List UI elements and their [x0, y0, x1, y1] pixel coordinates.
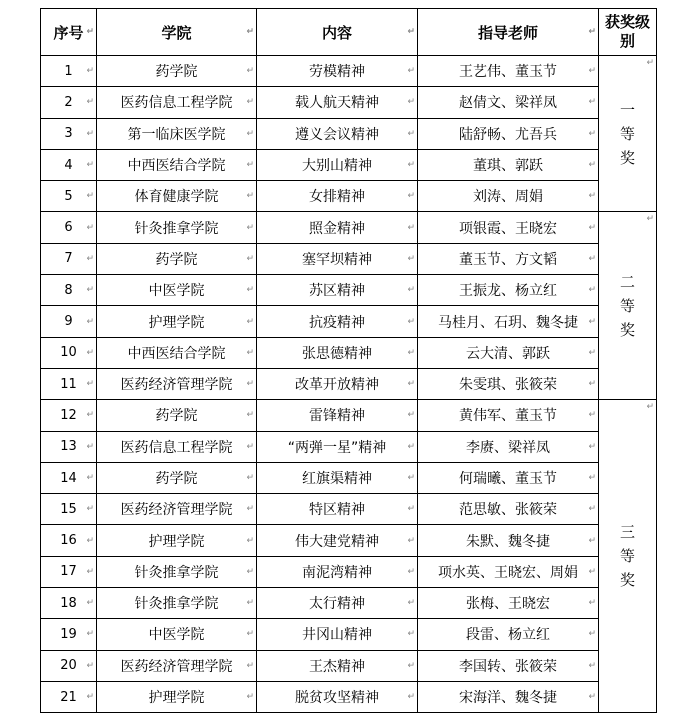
- content-cell: 照金精神 ↵: [257, 212, 418, 243]
- paragraph-mark-icon: ↵: [588, 66, 596, 77]
- college-cell: 医药经济管理学院 ↵: [97, 494, 257, 525]
- paragraph-mark-icon: ↵: [246, 660, 254, 671]
- paragraph-mark-icon: ↵: [86, 629, 94, 640]
- teacher-cell: 董玉节、方文韬 ↵: [418, 243, 599, 274]
- paragraph-mark-icon: ↵: [407, 535, 415, 546]
- num: 16 ↵: [41, 525, 97, 556]
- teacher-cell: 段雷、杨立红 ↵: [418, 619, 599, 650]
- paragraph-mark-icon: ↵: [588, 441, 596, 452]
- college-cell: 医药信息工程学院 ↵: [97, 87, 257, 118]
- num: 14 ↵: [41, 462, 97, 493]
- teacher-cell: 张梅、王晓宏 ↵: [418, 588, 599, 619]
- paragraph-mark-icon: ↵: [86, 473, 94, 483]
- teacher-cell: 项银霞、王晓宏 ↵: [418, 212, 599, 243]
- table-row: [41, 56, 657, 87]
- num: 2 ↵: [41, 87, 97, 118]
- college-cell: 护理学院 ↵: [97, 306, 257, 337]
- paragraph-mark-icon: ↵: [86, 97, 94, 108]
- paragraph-mark-icon: ↵: [246, 535, 254, 546]
- paragraph-mark-icon: ↵: [407, 379, 415, 390]
- content-cell: 特区精神 ↵: [257, 494, 418, 525]
- content-cell: 抗疫精神 ↵: [257, 306, 418, 337]
- table-row: [41, 650, 657, 681]
- table-row: [41, 337, 657, 368]
- paragraph-mark-icon: ↵: [246, 566, 254, 577]
- paragraph-mark-icon: ↵: [407, 692, 415, 703]
- num: 7 ↵: [41, 243, 97, 274]
- paragraph-mark-icon: ↵: [407, 504, 415, 515]
- award-third-cell: [599, 400, 657, 713]
- paragraph-mark-icon: ↵: [588, 253, 596, 264]
- college-cell: 医药信息工程学院 ↵: [97, 431, 257, 462]
- content-cell: 红旗渠精神 ↵: [257, 462, 418, 493]
- content-cell: 塞罕坝精神 ↵: [257, 243, 418, 274]
- paragraph-mark-icon: ↵: [407, 566, 415, 577]
- paragraph-mark-icon: ↵: [588, 160, 596, 171]
- table-row: [41, 619, 657, 650]
- paragraph-mark-icon: ↵: [246, 285, 254, 296]
- paragraph-mark-icon: ↵: [86, 566, 94, 577]
- paragraph-mark-icon: ↵: [246, 629, 254, 640]
- paragraph-mark-icon: ↵: [407, 253, 415, 264]
- college-cell: 中医学院 ↵: [97, 275, 257, 306]
- content-cell: 改革开放精神 ↵: [257, 368, 418, 399]
- num: 17 ↵: [41, 556, 97, 587]
- content-cell: 雷锋精神 ↵: [257, 400, 418, 431]
- college-cell: 药学院 ↵: [97, 462, 257, 493]
- teacher-cell: 陆舒畅、尤吾兵 ↵: [418, 118, 599, 149]
- paragraph-mark-icon: ↵: [407, 97, 415, 108]
- paragraph-mark-icon: ↵: [407, 410, 415, 421]
- content-cell: 劳模精神 ↵: [257, 56, 418, 87]
- paragraph-mark-icon: ↵: [246, 97, 254, 108]
- teacher-cell: 宋海洋、魏冬捷 ↵: [418, 681, 599, 712]
- paragraph-mark-icon: ↵: [86, 66, 94, 77]
- award-first-label: 一等奖: [619, 100, 635, 167]
- num: 19 ↵: [41, 619, 97, 650]
- paragraph-mark-icon: ↵: [86, 128, 94, 139]
- table-row: [41, 149, 657, 180]
- paragraph-mark-icon: ↵: [588, 473, 596, 483]
- content-cell: 太行精神 ↵: [257, 588, 418, 619]
- teacher-cell: 何瑞曦、董玉节 ↵: [418, 462, 599, 493]
- paragraph-mark-icon: ↵: [86, 535, 94, 546]
- table-row: [41, 243, 657, 274]
- paragraph-mark-icon: ↵: [646, 58, 654, 68]
- paragraph-mark-icon: ↵: [407, 347, 415, 358]
- paragraph-mark-icon: ↵: [646, 214, 654, 225]
- content-cell: 苏区精神 ↵: [257, 275, 418, 306]
- num: 8 ↵: [41, 275, 97, 306]
- college-cell: 针灸推拿学院 ↵: [97, 556, 257, 587]
- award-third-label: 三等奖: [619, 523, 635, 590]
- table-row: [41, 306, 657, 337]
- paragraph-mark-icon: ↵: [246, 598, 254, 609]
- paragraph-mark-icon: ↵: [86, 285, 94, 296]
- paragraph-mark-icon: ↵: [86, 598, 94, 609]
- teacher-cell: 李国转、张筱荣 ↵: [418, 650, 599, 681]
- table-row: [41, 400, 657, 431]
- award-table: [40, 8, 657, 713]
- college-cell: 中西医结合学院 ↵: [97, 337, 257, 368]
- content-cell: 王杰精神 ↵: [257, 650, 418, 681]
- paragraph-mark-icon: ↵: [246, 160, 254, 171]
- paragraph-mark-icon: ↵: [588, 660, 596, 671]
- num: 21 ↵: [41, 681, 97, 712]
- college-cell: 护理学院 ↵: [97, 525, 257, 556]
- num: 9 ↵: [41, 306, 97, 337]
- paragraph-mark-icon: ↵: [86, 222, 94, 233]
- paragraph-mark-icon: ↵: [246, 692, 254, 703]
- num: 15 ↵: [41, 494, 97, 525]
- college-cell: 针灸推拿学院 ↵: [97, 588, 257, 619]
- paragraph-mark-icon: ↵: [246, 253, 254, 264]
- paragraph-mark-icon: ↵: [407, 598, 415, 609]
- teacher-cell: 朱雯琪、张筱荣 ↵: [418, 368, 599, 399]
- content-cell: 张思德精神 ↵: [257, 337, 418, 368]
- header-award-level: 获奖级别: [599, 9, 657, 56]
- paragraph-mark-icon: ↵: [407, 191, 415, 202]
- paragraph-mark-icon: ↵: [86, 191, 94, 202]
- paragraph-mark-icon: ↵: [246, 128, 254, 139]
- paragraph-mark-icon: ↵: [86, 692, 94, 703]
- teacher-cell: 范思敏、张筱荣 ↵: [418, 494, 599, 525]
- paragraph-mark-icon: ↵: [407, 27, 415, 37]
- table-row: [41, 181, 657, 212]
- paragraph-mark-icon: ↵: [407, 160, 415, 171]
- num: 6 ↵: [41, 212, 97, 243]
- paragraph-mark-icon: ↵: [407, 66, 415, 77]
- content-cell: 女排精神 ↵: [257, 181, 418, 212]
- paragraph-mark-icon: ↵: [246, 504, 254, 515]
- paragraph-mark-icon: ↵: [246, 27, 254, 37]
- college-cell: 药学院 ↵: [97, 243, 257, 274]
- paragraph-mark-icon: ↵: [588, 692, 596, 703]
- paragraph-mark-icon: ↵: [407, 285, 415, 296]
- paragraph-mark-icon: ↵: [407, 629, 415, 640]
- teacher-cell: 董琪、郭跃 ↵: [418, 149, 599, 180]
- content-cell: 伟大建党精神 ↵: [257, 525, 418, 556]
- paragraph-mark-icon: ↵: [588, 598, 596, 609]
- paragraph-mark-icon: ↵: [407, 316, 415, 327]
- table-row: [41, 462, 657, 493]
- college-cell: 医药经济管理学院 ↵: [97, 650, 257, 681]
- num: 10 ↵: [41, 337, 97, 368]
- paragraph-mark-icon: ↵: [246, 222, 254, 233]
- award-first-cell: [599, 56, 657, 212]
- header-seq: 序号 ↵: [41, 9, 97, 56]
- paragraph-mark-icon: ↵: [86, 160, 94, 171]
- paragraph-mark-icon: ↵: [86, 441, 94, 452]
- paragraph-mark-icon: ↵: [588, 629, 596, 640]
- header-teacher: 指导老师 ↵: [418, 9, 599, 56]
- table-row: [41, 494, 657, 525]
- header-content: 内容 ↵: [257, 9, 418, 56]
- paragraph-mark-icon: ↵: [246, 316, 254, 327]
- teacher-cell: 云大清、郭跃 ↵: [418, 337, 599, 368]
- teacher-cell: 项水英、王晓宏、周娟 ↵: [418, 556, 599, 587]
- num: 13 ↵: [41, 431, 97, 462]
- paragraph-mark-icon: ↵: [246, 191, 254, 202]
- table-row: [41, 525, 657, 556]
- num: 18 ↵: [41, 588, 97, 619]
- teacher-cell: 刘涛、周娟 ↵: [418, 181, 599, 212]
- paragraph-mark-icon: ↵: [407, 222, 415, 233]
- num: 20 ↵: [41, 650, 97, 681]
- table-row: [41, 212, 657, 243]
- college-cell: 护理学院 ↵: [97, 681, 257, 712]
- num: 1 ↵: [41, 56, 97, 87]
- table-row: [41, 588, 657, 619]
- table-row: [41, 556, 657, 587]
- paragraph-mark-icon: ↵: [588, 222, 596, 233]
- paragraph-mark-icon: ↵: [646, 402, 654, 413]
- paragraph-mark-icon: ↵: [588, 410, 596, 421]
- teacher-cell: 黄伟军、董玉节 ↵: [418, 400, 599, 431]
- num: 12 ↵: [41, 400, 97, 431]
- paragraph-mark-icon: ↵: [86, 27, 94, 37]
- table-row: [41, 681, 657, 712]
- paragraph-mark-icon: ↵: [246, 379, 254, 390]
- paragraph-mark-icon: ↵: [86, 660, 94, 671]
- paragraph-mark-icon: ↵: [407, 441, 415, 452]
- paragraph-mark-icon: ↵: [246, 66, 254, 77]
- content-cell: 遵义会议精神 ↵: [257, 118, 418, 149]
- college-cell: 医药经济管理学院 ↵: [97, 368, 257, 399]
- paragraph-mark-icon: ↵: [588, 535, 596, 546]
- table-header-row: [41, 9, 657, 56]
- num: 4 ↵: [41, 149, 97, 180]
- paragraph-mark-icon: ↵: [246, 410, 254, 421]
- paragraph-mark-icon: ↵: [86, 253, 94, 264]
- college-cell: 针灸推拿学院 ↵: [97, 212, 257, 243]
- college-cell: 药学院 ↵: [97, 56, 257, 87]
- paragraph-mark-icon: ↵: [588, 27, 596, 37]
- table-row: [41, 87, 657, 118]
- num: 3 ↵: [41, 118, 97, 149]
- paragraph-mark-icon: ↵: [86, 504, 94, 515]
- top-cropped-heading: [300, 0, 390, 3]
- paragraph-mark-icon: ↵: [86, 410, 94, 421]
- award-second-label: 二等奖: [619, 272, 635, 339]
- paragraph-mark-icon: ↵: [588, 128, 596, 139]
- paragraph-mark-icon: ↵: [86, 316, 94, 327]
- paragraph-mark-icon: ↵: [588, 379, 596, 390]
- table-body: [41, 56, 657, 713]
- paragraph-mark-icon: ↵: [588, 97, 596, 108]
- college-cell: 中西医结合学院 ↵: [97, 149, 257, 180]
- paragraph-mark-icon: ↵: [407, 128, 415, 139]
- table-row: [41, 368, 657, 399]
- paragraph-mark-icon: ↵: [588, 191, 596, 202]
- college-cell: 中医学院 ↵: [97, 619, 257, 650]
- content-cell: 南泥湾精神 ↵: [257, 556, 418, 587]
- paragraph-mark-icon: ↵: [588, 566, 596, 577]
- teacher-cell: 朱默、魏冬捷 ↵: [418, 525, 599, 556]
- table-row: [41, 431, 657, 462]
- content-cell: 载人航天精神 ↵: [257, 87, 418, 118]
- award-second-cell: [599, 212, 657, 400]
- paragraph-mark-icon: ↵: [588, 504, 596, 515]
- paragraph-mark-icon: ↵: [246, 347, 254, 358]
- header-college: 学院 ↵: [97, 9, 257, 56]
- teacher-cell: 李赓、梁祥凤 ↵: [418, 431, 599, 462]
- table-row: [41, 118, 657, 149]
- content-cell: 井冈山精神 ↵: [257, 619, 418, 650]
- table-row: [41, 275, 657, 306]
- paragraph-mark-icon: ↵: [86, 379, 94, 390]
- paragraph-mark-icon: ↵: [407, 660, 415, 671]
- teacher-cell: 王振龙、杨立红 ↵: [418, 275, 599, 306]
- num: 5 ↵: [41, 181, 97, 212]
- paragraph-mark-icon: ↵: [246, 441, 254, 452]
- teacher-cell: 王艺伟、董玉节 ↵: [418, 56, 599, 87]
- content-cell: “两弹一星”精神 ↵: [257, 431, 418, 462]
- college-cell: 体育健康学院 ↵: [97, 181, 257, 212]
- paragraph-mark-icon: ↵: [588, 285, 596, 296]
- paragraph-mark-icon: ↵: [588, 347, 596, 358]
- paragraph-mark-icon: ↵: [246, 473, 254, 483]
- paragraph-mark-icon: ↵: [588, 316, 596, 327]
- teacher-cell: 马桂月、石玥、魏冬捷 ↵: [418, 306, 599, 337]
- paragraph-mark-icon: ↵: [407, 473, 415, 483]
- num: 11 ↵: [41, 368, 97, 399]
- college-cell: 第一临床医学院 ↵: [97, 118, 257, 149]
- content-cell: 大别山精神 ↵: [257, 149, 418, 180]
- content-cell: 脱贫攻坚精神 ↵: [257, 681, 418, 712]
- paragraph-mark-icon: ↵: [86, 347, 94, 358]
- teacher-cell: 赵倩文、梁祥凤 ↵: [418, 87, 599, 118]
- college-cell: 药学院 ↵: [97, 400, 257, 431]
